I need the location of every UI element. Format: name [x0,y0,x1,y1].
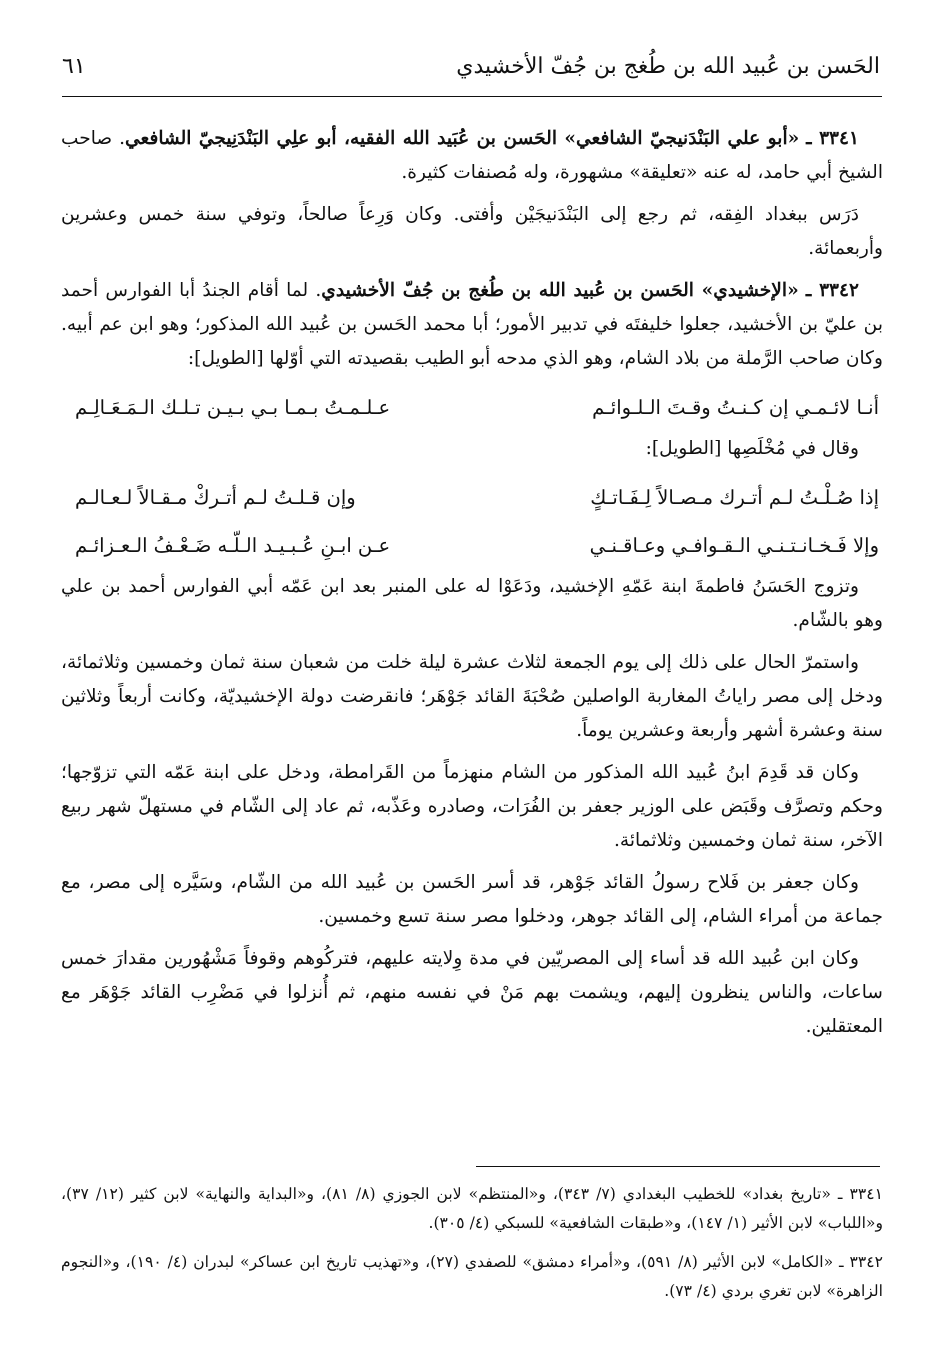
verse-second-hemistich: عـلـمـتُ بـمـا بـي بـيـن تـلـك الـمَـعَـالِـم [75,396,391,419]
header-rule [62,96,882,97]
paragraph: وكان ابن عُبيد الله قد أساء إلى المصريّين في مدة وِلايته عليهم، فتركُوهم وقوفاً مَشْهُورين مقدارَ خمس ساعات، والناس ينظرون إليهم، ويشمت بهم مَنْ في نفسه منهم، ثم أُنزلوا في مَضْرِب القائد جَوْهَر مع المعتقلين. [61,948,883,1037]
verse-second-hemistich: وإن قـلـتُ لـم أتـركْ مـقـالاً لـعـالـم [75,486,356,509]
entry-number: ٣٣٤٢ ـ [805,280,860,301]
entry-title: «أبو علي البَنْدَنيجيّ الشافعي» الحَسن بن عُبَيد الله الفقيه، أبو علِي البَنْدَنِيجيّ الشافعي [125,128,800,149]
paragraph: وكان جعفر بن فَلاح رسولُ القائد جَوْهر، قد أسر الحَسن بن عُبيد الله من الشّام، وسَيَّره إلى مصر، مع جماعة من أمراء الشام، إلى القائد جوهر، ودخلوا مصر سنة تسع وخمسين. [61,872,883,927]
paragraph: وكان قد قَدِمَ ابنُ عُبيد الله المذكور من الشام منهزماً من القَرامطة، ودخل على ابنة عَمّه التي تزوّجها؛ وحكم وتصرَّف وقَبَض على الوزير جعفر بن الفُرَات، وصادره وعَذّبه، ثم عاد إلى الشّام في مستهلّ شهر ربيع الآخر، سنة ثمان وخمسين وثلاثمائة. [61,762,883,851]
entry-number: ٣٣٤١ ـ [806,128,860,149]
page-number: ٦١ [62,54,86,79]
footnote: ٣٣٤١ ـ «تاريخ بغداد» للخطيب البغدادي (٧/ ٣٤٣)، و«المنتظم» لابن الجوزي (٨/ ٨١)، و«البداية والنهاية» لابن كثير (١٢/ ٣٧)، و«اللباب» لابن الأثير (١/ ١٤٧)، و«طبقات الشافعية» للسبكي (٤/ ٣٠٥). [61,1185,883,1232]
entry-3341 [61,122,883,190]
paragraph: وقال في مُخْلَصِها [الطويل]: [645,438,859,459]
footnotes [61,1180,883,1316]
main-text [61,118,883,1052]
entry-text: . لما أقام الجندُ أبا الفوارس أحمد بن عليّ بن الأخشيد، جعلوا خليفتَه في تدبير الأمور؛ أبا محمد الحَسن بن عُبيد الله المذكور؛ وهو ابن عم أبيه. وكان صاحب الرَّملة من بلاد الشام، وهو الذي مدحه أبو الطيب بقصيدته التي أوّلها [الطويل]: [61,280,883,369]
paragraph: دَرَس ببغداد الفِقه، ثم رجع إلى البَنْدَنيجَيْن وأفتى. وكان وَرِعاً صالحاً، وتوفي سنة خمس وعشرين وأربعمائة. [61,204,883,259]
verse-line [61,384,883,432]
entry-text: . صاحب الشيخ أبي حامد، له عنه «تعليقة» مشهورة، وله مُصنفات كثيرة. [61,128,883,183]
paragraph: واستمرّ الحال على ذلك إلى يوم الجمعة لثلاث عشرة ليلة خلت من شعبان سنة ثمان وخمسين وثلاثمائة، ودخل إلى مصر راياتُ المغاربة الواصلين صُحْبَةَ القائد جَوْهَر؛ فانقرضت دولة الإخشيديّة، وكانت أربعاً وثلاثين سنة وعشرة أشهر وأربعة وعشرين يوماً. [61,652,883,741]
verse-line [61,522,883,570]
footnote: ٣٣٤٢ ـ «الكامل» لابن الأثير (٨/ ٥٩١)، و«أمراء دمشق» للصفدي (٢٧)، و«تهذيب تاريخ ابن عساكر» لبدران (٤/ ١٩٠)، و«النجوم الزاهرة» لابن تغري بردي (٤/ ٧٣). [61,1253,883,1300]
verse-second-hemistich: عـن ابـنِ عُـبـيـد الـلّـه ضَـعْـفُ الـعـزائـم [75,534,391,557]
verse-first-hemistich: إذا صُـلْـتُ لـم أتـرك مـصـالاً لِـفَـاتـكٍ [590,486,879,509]
verse-line [61,474,883,522]
running-title: الحَسن بن عُبيد الله بن طُغج بن جُفّ الأخشيدي [456,54,880,79]
paragraph: وتزوج الحَسَنُ فاطمةَ ابنة عَمّهِ الإخشيد، ودَعَوْا له على المنبر بعد ابن عَمّه أبي الفوارس أحمد بن علي وهو بالشّام. [61,576,883,631]
page-header [62,50,880,88]
entry-3342 [61,274,883,376]
verse-first-hemistich: أنـا لائـمـي إن كـنـتُ وقـتَ الـلـوائـم [592,396,879,419]
footnote-rule [476,1166,880,1167]
verse-first-hemistich: وإلا فَـخـانـتـنـي الـقـوافـي وعـاقـنـي [589,534,879,557]
entry-title: «الإخشيدي» الحَسن بن عُبيد الله بن طُغج بن جُفّ الأخشيدي [321,280,799,301]
